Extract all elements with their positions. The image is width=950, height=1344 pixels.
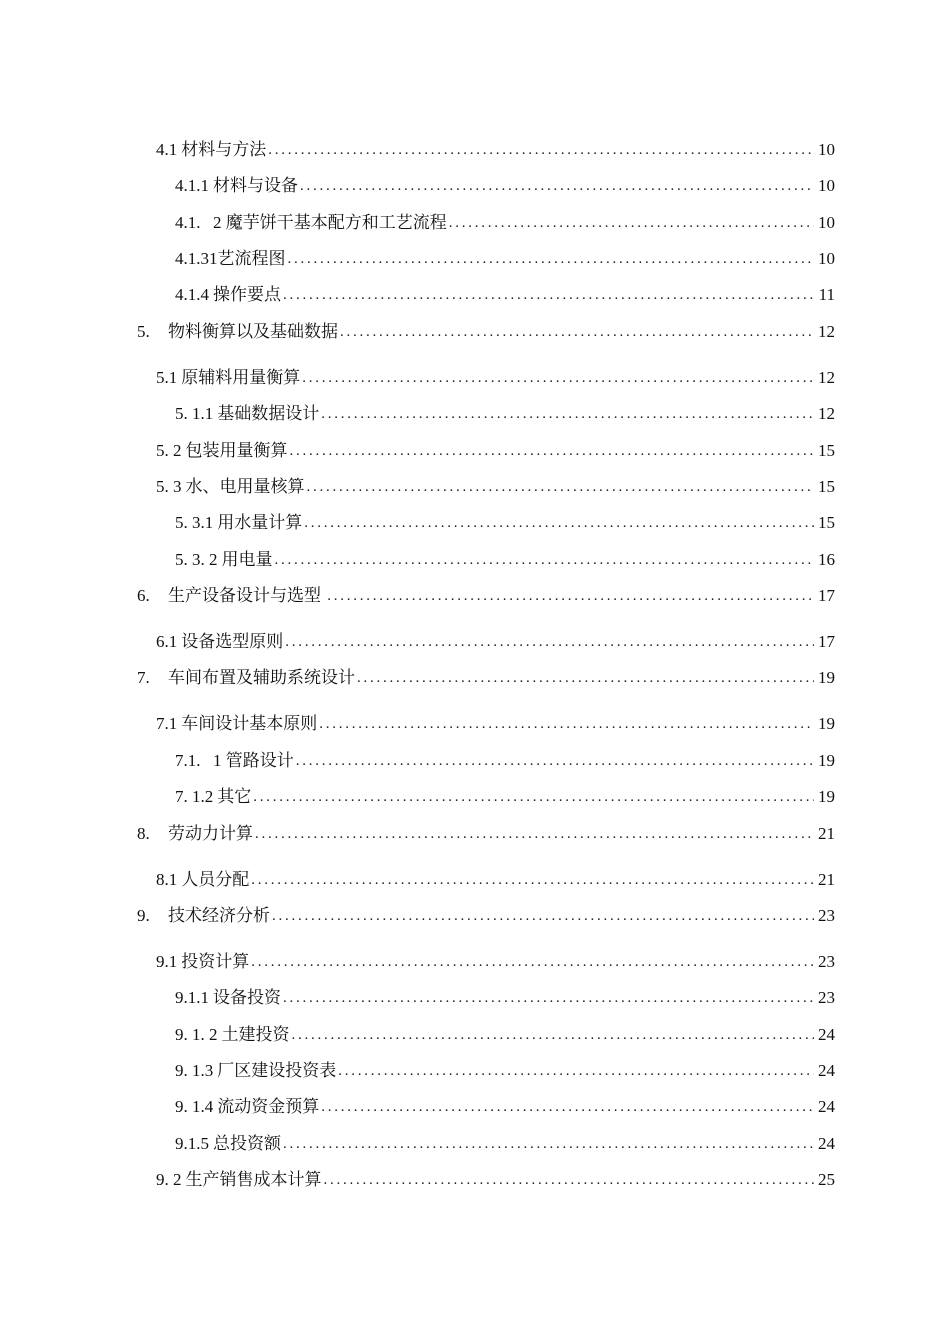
toc-entry-title: 投资计算	[181, 952, 250, 971]
toc-entry-title: 技术经济分析	[168, 906, 270, 925]
toc-entry-title: 流动资金预算	[217, 1097, 320, 1116]
toc-entry-title: 基础数据设计	[217, 404, 320, 423]
toc-entry-number: 9. 1.3	[175, 1061, 214, 1080]
toc-entry-page: 16	[818, 550, 835, 569]
toc-entry[interactable]	[156, 477, 835, 498]
dot-leader	[290, 440, 815, 461]
toc-entry[interactable]	[175, 988, 835, 1009]
toc-entry[interactable]	[137, 824, 835, 845]
toc-entry-number: 8.1	[156, 870, 178, 889]
toc-entry-page: 17	[818, 586, 835, 605]
dot-leader	[338, 1060, 814, 1081]
toc-entry-title: 1 管路设计	[204, 751, 294, 770]
toc-entry-page: 11	[818, 285, 835, 304]
toc-entry[interactable]	[175, 285, 835, 306]
dot-leader	[283, 284, 815, 305]
toc-entry-number: 9.1.5	[175, 1134, 209, 1153]
toc-entry-number: 9. 1. 2	[175, 1025, 218, 1044]
toc-entry-title: 生产销售成本计算	[185, 1170, 322, 1189]
toc-entry-page: 12	[818, 368, 835, 387]
toc-entry-title: 艺流程图	[217, 249, 286, 268]
dot-leader	[319, 713, 814, 734]
toc-entry-page: 10	[818, 176, 835, 195]
toc-entry-title: 总投资额	[213, 1134, 281, 1153]
toc-entry-number: 6.	[137, 586, 150, 605]
toc-entry-page: 10	[818, 213, 835, 232]
toc-entry[interactable]	[175, 1061, 835, 1082]
toc-entry-page: 10	[818, 249, 835, 268]
dot-leader	[324, 1169, 815, 1190]
toc-entry-number: 5. 3	[156, 477, 182, 496]
toc-entry-page: 23	[818, 906, 835, 925]
toc-entry-title: 用电量	[221, 550, 273, 569]
dot-leader	[357, 667, 814, 688]
toc-entry-page: 10	[818, 140, 835, 159]
toc-entry-number: 5. 3.1	[175, 513, 214, 532]
toc-entry[interactable]	[156, 952, 835, 973]
toc-entry-page: 24	[818, 1061, 835, 1080]
dot-leader	[321, 403, 814, 424]
toc-entry-number: 4.1.	[175, 213, 201, 232]
toc-entry-page: 24	[818, 1134, 835, 1153]
toc-entry-page: 19	[818, 668, 835, 687]
toc-entry-number: 9.1.1	[175, 988, 209, 1007]
dot-leader	[251, 951, 814, 972]
toc-entry[interactable]	[137, 668, 835, 689]
dot-leader	[292, 1024, 815, 1045]
toc-entry-page: 25	[818, 1170, 835, 1189]
dot-leader	[327, 585, 814, 606]
toc-entry-page: 23	[818, 988, 835, 1007]
dot-leader	[275, 549, 815, 570]
dot-leader	[272, 905, 814, 926]
dot-leader	[251, 869, 814, 890]
toc-entry-number: 5. 1.1	[175, 404, 214, 423]
toc-entry-page: 21	[818, 824, 835, 843]
toc-entry-title: 设备投资	[213, 988, 281, 1007]
toc-entry[interactable]	[175, 1025, 835, 1046]
dot-leader	[255, 823, 814, 844]
toc-entry-title: 2 魔芋饼干基本配方和工艺流程	[204, 213, 447, 232]
toc-entry-title: 厂区建设投资表	[217, 1061, 337, 1080]
toc-entry-title: 其它	[217, 787, 252, 806]
toc-entry[interactable]	[156, 441, 835, 462]
toc-entry-title: 用水量计算	[217, 513, 303, 532]
toc-entry[interactable]	[156, 632, 835, 653]
dot-leader	[304, 512, 814, 533]
toc-entry-number: 5. 3. 2	[175, 550, 218, 569]
dot-leader	[300, 175, 814, 196]
toc-entry-title: 操作要点	[213, 285, 281, 304]
toc-entry[interactable]	[175, 1134, 835, 1155]
toc-entry-page: 19	[818, 787, 835, 806]
toc-entry-number: 7. 1.2	[175, 787, 214, 806]
toc-entry-page: 21	[818, 870, 835, 889]
toc-entry-page: 12	[818, 322, 835, 341]
toc-entry[interactable]	[175, 751, 835, 772]
toc-entry-title: 包装用量衡算	[185, 441, 288, 460]
toc-entry-number: 4.1.4	[175, 285, 209, 304]
toc-entry-page: 15	[818, 441, 835, 460]
toc-entry-title: 水、电用量核算	[185, 477, 305, 496]
dot-leader	[302, 367, 814, 388]
toc-entry-number: 7.1	[156, 714, 178, 733]
toc-entry-number: 9. 2	[156, 1170, 182, 1189]
toc-entry[interactable]	[175, 249, 835, 270]
dot-leader	[340, 321, 814, 342]
toc-entry-number: 8.	[137, 824, 150, 843]
toc-entry-title: 材料与方法	[181, 140, 267, 159]
toc-entry[interactable]	[156, 140, 835, 161]
toc-entry-title: 车间布置及辅助系统设计	[168, 668, 355, 687]
toc-entry[interactable]	[175, 513, 835, 534]
toc-entry-title: 物料衡算以及基础数据	[168, 322, 338, 341]
toc-entry[interactable]	[156, 714, 835, 735]
toc-entry-number: 7.	[137, 668, 150, 687]
toc-entry-page: 23	[818, 952, 835, 971]
toc-entry-title: 车间设计基本原则	[181, 714, 318, 733]
toc-entry-number: 6.1	[156, 632, 178, 651]
toc-entry-page: 24	[818, 1025, 835, 1044]
toc-entry-page: 12	[818, 404, 835, 423]
toc-entry[interactable]	[137, 586, 835, 607]
toc-entry-number: 9. 1.4	[175, 1097, 214, 1116]
toc-entry-title: 原辅料用量衡算	[181, 368, 301, 387]
toc-entry-title: 生产设备设计与选型	[168, 586, 326, 605]
toc-entry-title: 材料与设备	[213, 176, 298, 195]
toc-entry[interactable]	[175, 787, 835, 808]
toc-entry[interactable]	[175, 176, 835, 197]
toc-entry-page: 17	[818, 632, 835, 651]
toc-entry[interactable]	[175, 1097, 835, 1118]
toc-entry-number: 5. 2	[156, 441, 182, 460]
toc-entry-page: 15	[818, 477, 835, 496]
toc-entry-number: 9.	[137, 906, 150, 925]
toc-entry-page: 19	[818, 714, 835, 733]
toc-entry-number: 4.1.1	[175, 176, 209, 195]
toc-entry[interactable]	[175, 550, 835, 571]
toc-entry[interactable]	[137, 906, 835, 927]
toc-entry-number: 4.1	[156, 140, 178, 159]
toc-entry-title: 人员分配	[181, 870, 250, 889]
toc-entry[interactable]	[175, 213, 835, 234]
toc-entry-number: 9.1	[156, 952, 178, 971]
toc-entry-number: 5.1	[156, 368, 178, 387]
dot-leader	[283, 987, 814, 1008]
toc-entry[interactable]	[175, 404, 835, 425]
toc-entry-title: 劳动力计算	[168, 824, 253, 843]
toc-entry-page: 15	[818, 513, 835, 532]
dot-leader	[296, 750, 814, 771]
dot-leader	[285, 631, 814, 652]
toc-entry-number: 5.	[137, 322, 150, 341]
toc-entry[interactable]	[156, 368, 835, 389]
toc-entry-number: 7.1.	[175, 751, 201, 770]
toc-entry-title: 土建投资	[221, 1025, 290, 1044]
toc-entry-title: 设备选型原则	[181, 632, 284, 651]
toc-entry[interactable]	[156, 1170, 835, 1191]
dot-leader	[288, 248, 815, 269]
toc-entry-number: 4.1.31	[175, 249, 218, 268]
dot-leader	[307, 476, 815, 497]
toc-entry[interactable]	[156, 870, 835, 891]
dot-leader	[268, 139, 814, 160]
dot-leader	[449, 212, 814, 233]
toc-entry-page: 19	[818, 751, 835, 770]
dot-leader	[253, 786, 814, 807]
dot-leader	[283, 1133, 814, 1154]
toc-entry[interactable]	[137, 322, 835, 343]
dot-leader	[321, 1096, 814, 1117]
toc-entry-page: 24	[818, 1097, 835, 1116]
